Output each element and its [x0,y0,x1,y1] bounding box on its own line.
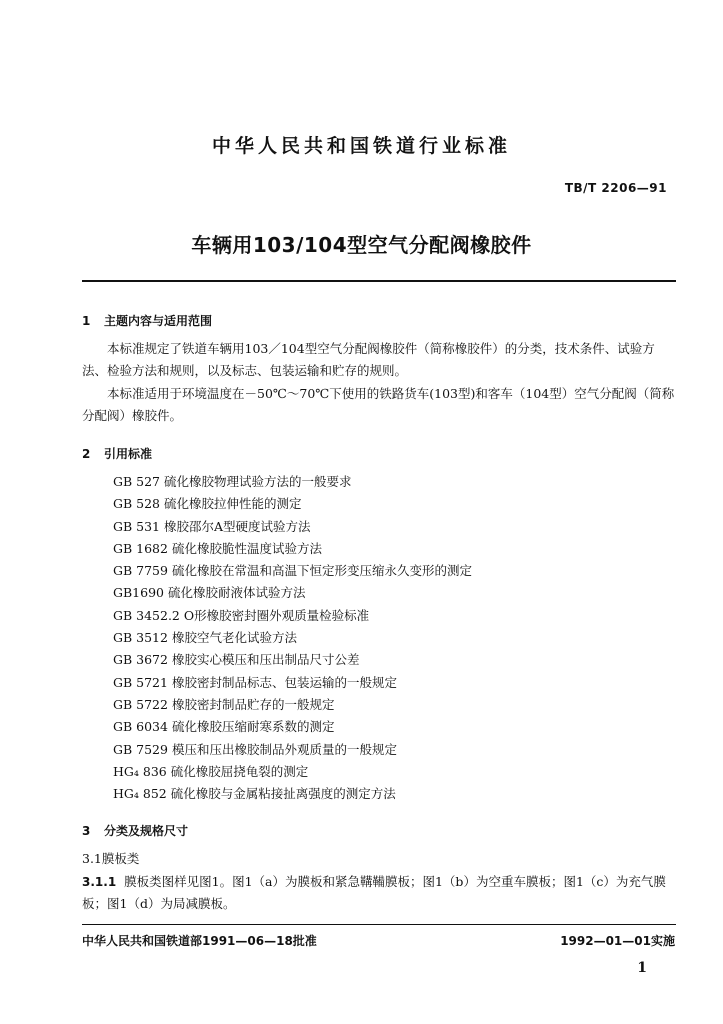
section-2-title: 引用标准 [104,447,153,461]
footer-divider [82,924,676,925]
ref-code: GB1690 [113,585,164,601]
ref-text: 硫化橡胶屈挠龟裂的测定 [170,763,309,779]
section-3-number: 3 [82,824,91,838]
ref-text: O形橡胶密封圈外观质量检验标准 [183,607,370,623]
section-3-title: 分类及规格尺寸 [104,824,189,838]
ref-code: GB 528 [113,496,161,512]
section-1-title: 主题内容与适用范围 [104,314,213,328]
list-item [113,649,472,671]
list-item [113,716,472,738]
list-item [113,694,472,716]
ref-text: 橡胶密封制品标志、包装运输的一般规定 [171,674,397,690]
ref-text: 硫化橡胶耐液体试验方法 [167,585,306,601]
subsection-3-1: 3.1膜板类 [82,851,140,866]
ref-code: GB 531 [113,518,161,534]
list-item [113,672,472,694]
ref-code: GB 7759 [113,563,168,579]
reference-list [113,471,472,805]
list-item [113,582,472,604]
ref-code: GB 3512 [113,630,168,646]
ref-code: GB 3672 [113,652,168,668]
ref-code: HG₄ 836 [113,763,167,779]
ref-text: 橡胶密封制品贮存的一般规定 [171,696,335,712]
list-item [113,739,472,761]
section-1-paragraph-1: 本标准规定了铁道车辆用103／104型空气分配阀橡胶件（简称橡胶件）的分类，技术条件、试验方法、检验方法和规则，以及标志、包装运输和贮存的规则。 [82,341,655,378]
subsection-3-1-1 [82,871,676,915]
ref-text: 硫化橡胶脆性温度试验方法 [171,540,322,556]
ref-code: GB 7529 [113,741,168,757]
ref-text: 硫化橡胶压缩耐寒系数的测定 [171,719,335,735]
ref-code: GB 3452.2 [113,607,180,623]
ref-code: HG₄ 852 [113,786,167,802]
ref-text: 硫化橡胶物理试验方法的一般要求 [164,474,352,489]
ref-text: 模压和压出橡胶制品外观质量的一般规定 [171,741,397,757]
list-item [113,560,472,582]
ref-text: 橡胶空气老化试验方法 [171,630,297,646]
ref-text: 硫化橡胶与金属粘接扯离强度的测定方法 [170,786,396,802]
standard-code: TB/T 2206—91 [564,181,667,195]
ref-text: 橡胶邵尔A型硬度试验方法 [164,518,311,534]
list-item [113,627,472,649]
section-1-heading [82,312,212,329]
list-item [113,605,472,627]
list-item [113,538,472,560]
org-title: 中华人民共和国铁道行业标准 [211,135,511,157]
page-number: 1 [637,960,647,976]
subsection-3-1-1-text: 膜板类图样见图1。图1（a）为膜板和紧急鞲鞴膜板；图1（b）为空重车膜板；图1（c）为充气膜板；图1（d）为局减膜板。 [82,874,666,911]
approval-statement: 中华人民共和国铁道部1991—06—18批准 [82,934,317,948]
ref-text: 硫化橡胶在常温和高温下恒定形变压缩永久变形的测定 [171,563,472,579]
ref-code: GB 5722 [113,696,168,712]
section-2-number: 2 [82,447,91,461]
list-item [113,783,472,805]
ref-text: 橡胶实心模压和压出制品尺寸公差 [171,652,360,668]
ref-code: GB 527 [113,474,161,489]
list-item [113,471,472,493]
ref-code: GB 5721 [113,674,168,690]
ref-code: GB 1682 [113,540,168,556]
list-item [113,761,472,783]
list-item [113,493,472,515]
section-2-heading [82,445,152,462]
ref-text: 硫化橡胶拉伸性能的测定 [164,496,302,512]
section-1-paragraph-2: 本标准适用于环境温度在－50℃～70℃下使用的铁路货车(103型)和客车（104型）空气分配阀（简称分配阀）橡胶件。 [82,386,675,423]
section-1-number: 1 [82,314,91,328]
effective-date: 1992—01—01实施 [560,934,675,948]
section-3-heading [82,822,188,839]
document-title: 车辆用103/104型空气分配阀橡胶件 [191,233,532,257]
list-item [113,516,472,538]
title-divider [82,280,676,282]
subsection-3-1-1-number: 3.1.1 [82,875,117,889]
ref-code: GB 6034 [113,719,168,735]
